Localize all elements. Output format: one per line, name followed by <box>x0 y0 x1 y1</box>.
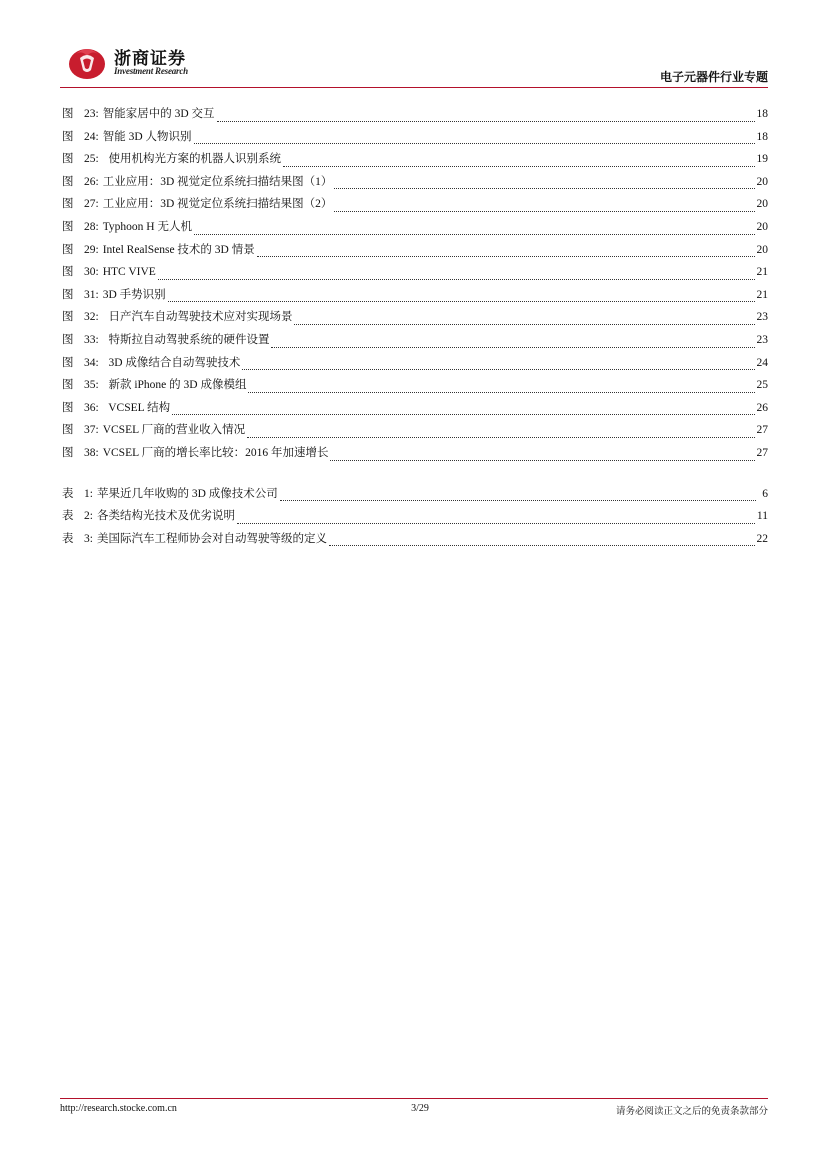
toc-entry-title: VCSEL 厂商的增长率比较：2016 年加速增长 <box>102 446 329 459</box>
toc-leader <box>334 188 754 189</box>
toc-entry-title: 使用机构光方案的机器人识别系统 <box>102 153 281 166</box>
toc-leader <box>158 279 755 280</box>
toc-entry[interactable] <box>62 306 768 329</box>
toc-entry[interactable] <box>62 216 768 239</box>
toc-entry-page: 20 <box>756 198 768 211</box>
toc-entry[interactable] <box>62 239 768 262</box>
toc-leader <box>247 437 754 438</box>
toc-entry-kind: 图 <box>62 153 74 166</box>
toc-entry-title: 3D 成像结合自动驾驶技术 <box>102 356 241 369</box>
toc-entry-title: 各类结构光技术及优劣说明 <box>96 510 235 523</box>
toc-leader <box>329 545 755 546</box>
table-list <box>62 483 768 551</box>
toc-entry[interactable] <box>62 442 768 465</box>
toc-entry[interactable] <box>62 397 768 420</box>
toc-entry[interactable] <box>62 483 768 506</box>
toc-entry-page: 19 <box>756 153 768 166</box>
toc-entry-kind: 图 <box>62 333 74 346</box>
toc-entry-kind: 图 <box>62 108 74 120</box>
page-header <box>60 38 768 86</box>
table-of-contents <box>62 103 768 550</box>
toc-entry-number: 36: <box>84 401 99 414</box>
toc-entry-number: 26: <box>84 175 99 188</box>
toc-entry-title: 智能 3D 人物识别 <box>102 130 192 143</box>
toc-entry-kind: 图 <box>62 379 74 392</box>
toc-entry-number: 35: <box>84 379 99 392</box>
toc-leader <box>242 369 754 370</box>
toc-entry-page: 24 <box>756 356 768 369</box>
toc-entry-title: Intel RealSense 技术的 3D 情景 <box>102 243 255 256</box>
toc-leader <box>217 121 755 122</box>
toc-entry[interactable] <box>62 126 768 149</box>
toc-leader <box>271 347 754 348</box>
toc-entry-page: 18 <box>756 130 768 143</box>
toc-entry-title: Typhoon H 无人机 <box>102 220 192 233</box>
toc-entry-page: 21 <box>756 288 768 301</box>
brand-name-en: Investment Research <box>114 66 188 76</box>
toc-entry-number: 1: <box>84 487 93 500</box>
toc-entry-title: 日产汽车自动驾驶技术应对实现场景 <box>102 311 293 324</box>
toc-leader <box>194 143 755 144</box>
footer-divider <box>60 1098 768 1099</box>
toc-entry-kind: 图 <box>62 401 74 414</box>
figure-list <box>62 103 768 465</box>
toc-entry-number: 32: <box>84 311 99 324</box>
toc-entry[interactable] <box>62 352 768 375</box>
toc-entry-page: 20 <box>756 243 768 256</box>
toc-entry-title: HTC VIVE <box>102 266 156 279</box>
toc-entry[interactable] <box>62 148 768 171</box>
toc-entry[interactable] <box>62 193 768 216</box>
toc-entry-number: 29: <box>84 243 99 256</box>
toc-leader <box>330 460 754 461</box>
toc-entry-kind: 图 <box>62 424 74 437</box>
toc-entry-title: 新款 iPhone 的 3D 成像模组 <box>102 379 247 392</box>
toc-entry-kind: 图 <box>62 446 74 459</box>
toc-entry-number: 31: <box>84 288 99 301</box>
toc-leader <box>257 256 755 257</box>
toc-entry-number: 37: <box>84 424 99 437</box>
toc-entry-page: 21 <box>756 266 768 279</box>
zheshang-logo-icon <box>66 42 108 82</box>
toc-leader <box>283 166 755 167</box>
toc-entry-kind: 表 <box>62 532 74 545</box>
toc-entry-page: 23 <box>756 333 768 346</box>
toc-entry-number: 24: <box>84 130 99 143</box>
toc-entry-kind: 图 <box>62 130 74 143</box>
toc-entry-number: 27: <box>84 198 99 211</box>
toc-entry[interactable] <box>62 261 768 284</box>
toc-entry-number: 28: <box>84 220 99 233</box>
toc-entry-kind: 图 <box>62 288 74 301</box>
toc-entry-number: 33: <box>84 333 99 346</box>
page-number: 3/29 <box>411 1103 429 1114</box>
toc-entry-title: 智能家居中的 3D 交互 <box>102 108 215 120</box>
section-gap <box>62 465 768 483</box>
footer-url[interactable]: http://research.stocke.com.cn <box>60 1103 177 1114</box>
toc-leader <box>194 234 755 235</box>
toc-entry-kind: 图 <box>62 266 74 279</box>
disclaimer: 请务必阅读正文之后的免责条款部分 <box>615 1106 768 1117</box>
toc-entry-page: 6 <box>762 487 768 500</box>
toc-entry-number: 2: <box>84 510 93 523</box>
header-divider <box>60 87 768 88</box>
toc-leader <box>334 211 754 212</box>
toc-entry-page: 18 <box>756 108 768 120</box>
toc-entry-page: 27 <box>756 424 768 437</box>
toc-entry-page: 27 <box>756 446 768 459</box>
toc-leader <box>168 301 755 302</box>
toc-entry[interactable] <box>62 419 768 442</box>
toc-entry-page: 23 <box>756 311 768 324</box>
toc-entry[interactable] <box>62 103 768 126</box>
toc-entry-page: 11 <box>756 510 768 523</box>
toc-entry-title: 3D 手势识别 <box>102 288 166 301</box>
toc-entry-number: 34: <box>84 356 99 369</box>
toc-entry-page: 20 <box>756 220 768 233</box>
toc-entry-title: 特斯拉自动驾驶系统的硬件设置 <box>102 333 270 346</box>
toc-entry[interactable] <box>62 284 768 307</box>
toc-entry-kind: 表 <box>62 510 74 523</box>
toc-entry-page: 26 <box>756 401 768 414</box>
toc-entry-title: 工业应用：3D 视觉定位系统扫描结果图（2） <box>102 198 333 211</box>
toc-entry-kind: 图 <box>62 311 74 324</box>
toc-entry-title: VCSEL 结构 <box>102 401 171 414</box>
toc-entry-kind: 图 <box>62 243 74 256</box>
toc-entry-number: 30: <box>84 266 99 279</box>
toc-entry-kind: 图 <box>62 175 74 188</box>
brand-name-cn: 浙商证券 <box>114 49 186 69</box>
toc-entry-title: 苹果近几年收购的 3D 成像技术公司 <box>96 487 278 500</box>
toc-entry-title: 美国际汽车工程师协会对自动驾驶等级的定义 <box>96 532 327 545</box>
toc-entry-page: 20 <box>756 175 768 188</box>
toc-entry-number: 23: <box>84 108 99 120</box>
toc-entry[interactable] <box>62 374 768 397</box>
toc-entry[interactable] <box>62 528 768 551</box>
report-type: 电子元器件行业专题 <box>659 70 768 84</box>
toc-leader <box>172 414 754 415</box>
toc-entry-page: 22 <box>756 532 768 545</box>
toc-entry-page: 25 <box>756 379 768 392</box>
toc-entry-kind: 表 <box>62 487 74 500</box>
toc-leader <box>294 324 754 325</box>
toc-entry-title: 工业应用：3D 视觉定位系统扫描结果图（1） <box>102 175 333 188</box>
toc-entry-number: 25: <box>84 153 99 166</box>
toc-entry[interactable] <box>62 505 768 528</box>
toc-leader <box>237 523 755 524</box>
toc-entry-kind: 图 <box>62 198 74 211</box>
toc-entry-number: 38: <box>84 446 99 459</box>
toc-leader <box>248 392 754 393</box>
toc-entry-kind: 图 <box>62 220 74 233</box>
toc-leader <box>280 500 756 501</box>
toc-entry-title: VCSEL 厂商的营业收入情况 <box>102 424 246 437</box>
toc-entry[interactable] <box>62 171 768 194</box>
toc-entry[interactable] <box>62 329 768 352</box>
toc-entry-number: 3: <box>84 532 93 545</box>
toc-entry-kind: 图 <box>62 356 74 369</box>
